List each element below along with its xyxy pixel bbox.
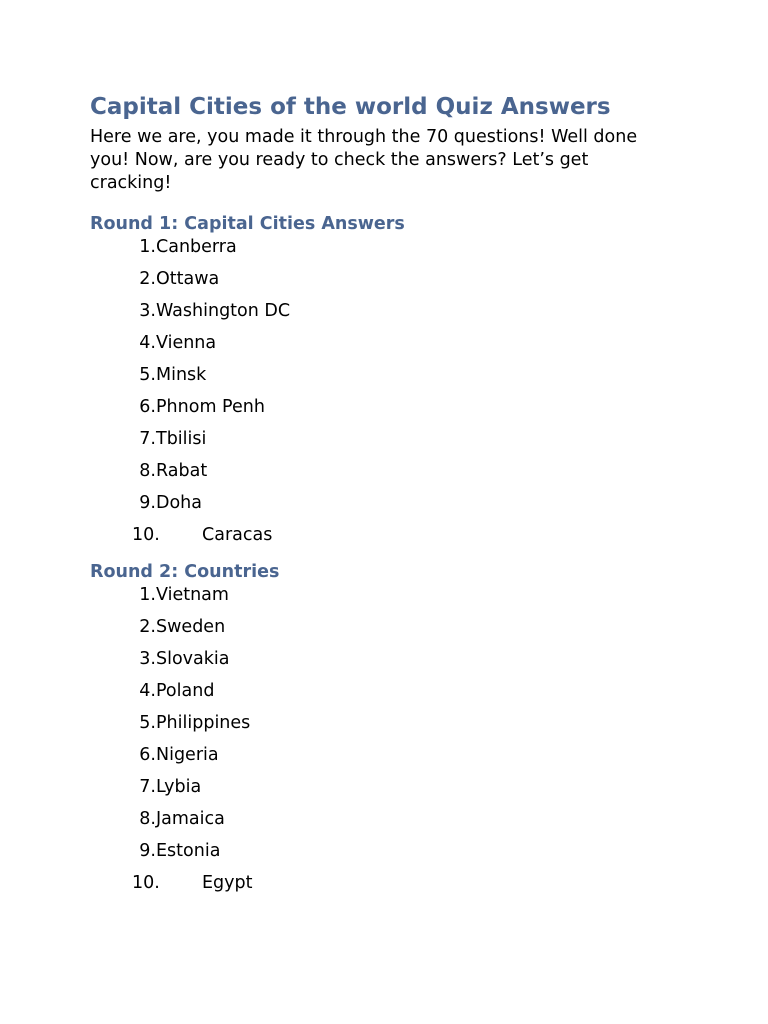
list-item [90,776,690,808]
item-answer: Egypt [202,873,253,893]
item-number: 10. [132,525,160,545]
list-item [90,396,690,428]
item-number: 9. [139,841,156,861]
item-answer: Nigeria [156,745,219,765]
item-answer: Doha [156,493,202,513]
round1-answer-list [90,236,690,556]
list-item [90,648,690,680]
list-item [90,808,690,840]
item-number: 3. [139,301,156,321]
round2-heading: Round 2: Countries [90,562,280,582]
item-number: 8. [139,461,156,481]
item-answer: Minsk [156,365,207,385]
item-number: 6. [139,397,156,417]
list-item [90,236,690,268]
item-answer: Lybia [156,777,202,797]
item-number: 7. [139,429,156,449]
item-answer: Slovakia [156,649,230,669]
item-number: 2. [139,269,156,289]
list-item [90,872,690,904]
round1-heading: Round 1: Capital Cities Answers [90,214,405,234]
item-answer: Sweden [156,617,226,637]
item-number: 1. [139,585,156,605]
item-number: 4. [139,681,156,701]
item-answer: Vienna [156,333,217,353]
item-answer: Estonia [156,841,221,861]
item-number: 1. [139,237,156,257]
item-answer: Jamaica [156,809,225,829]
list-item [90,428,690,460]
item-answer: Canberra [156,237,237,257]
item-number: 7. [139,777,156,797]
list-item [90,524,690,556]
item-number: 10. [132,873,160,893]
item-answer: Vietnam [156,585,229,605]
page-title: Capital Cities of the world Quiz Answers [90,94,611,120]
item-answer: Poland [156,681,215,701]
list-item [90,744,690,776]
list-item [90,332,690,364]
list-item [90,268,690,300]
list-item [90,364,690,396]
document-page [90,92,690,904]
item-number: 4. [139,333,156,353]
list-item [90,712,690,744]
intro-paragraph: Here we are, you made it through the 70 questions! Well done you! Now, are you ready to check the answers? Let’s get cracking! [90,127,638,193]
list-item [90,492,690,524]
list-item [90,680,690,712]
item-number: 2. [139,617,156,637]
list-item [90,840,690,872]
item-answer: Phnom Penh [156,397,265,417]
list-item [90,616,690,648]
item-answer: Tbilisi [156,429,207,449]
item-answer: Philippines [156,713,251,733]
item-number: 6. [139,745,156,765]
round2-answer-list [90,584,690,904]
list-item [90,584,690,616]
item-answer: Caracas [202,525,273,545]
item-number: 8. [139,809,156,829]
item-number: 5. [139,365,156,385]
item-answer: Rabat [156,461,208,481]
item-answer: Washington DC [156,301,291,321]
item-number: 5. [139,713,156,733]
list-item [90,460,690,492]
item-number: 3. [139,649,156,669]
item-answer: Ottawa [156,269,220,289]
item-number: 9. [139,493,156,513]
list-item [90,300,690,332]
